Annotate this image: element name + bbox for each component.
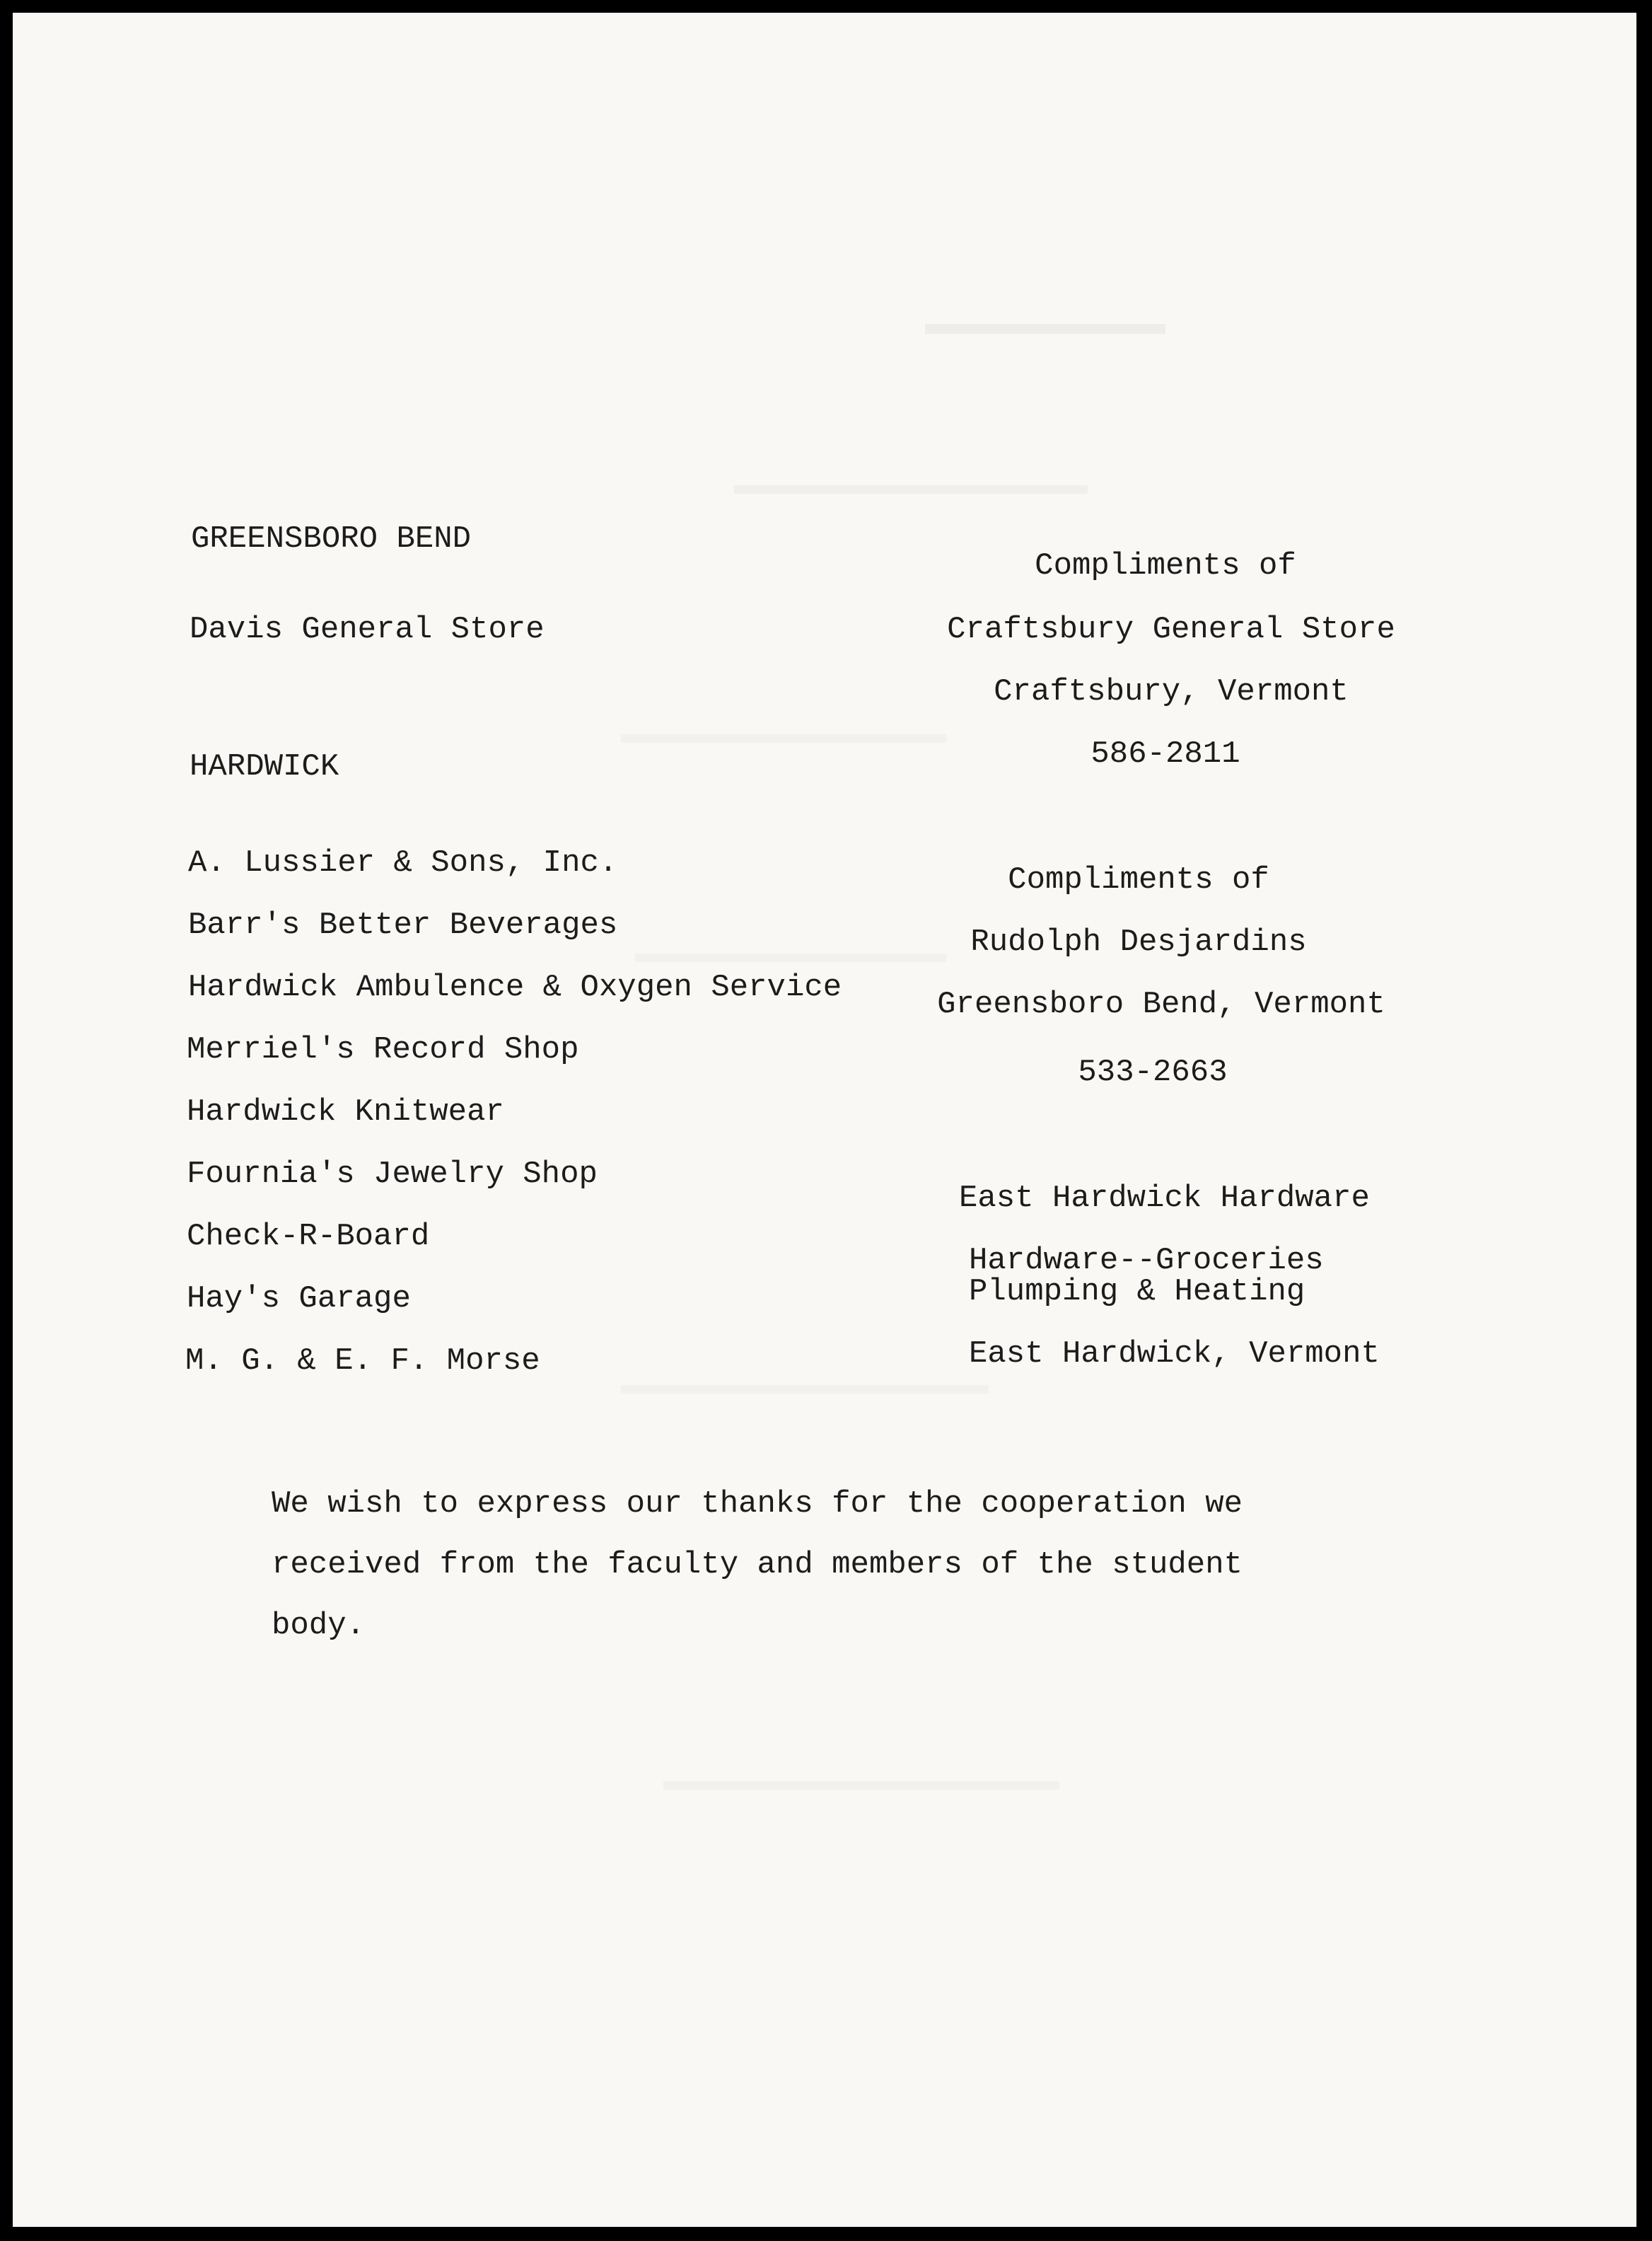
list-item: Hardwick Knitwear — [187, 1094, 504, 1130]
list-item: A. Lussier & Sons, Inc. — [188, 845, 618, 881]
bleed-through-line — [734, 485, 1088, 494]
thanks-paragraph-line: received from the faculty and members of the student — [272, 1547, 1243, 1582]
list-item: Davis General Store — [190, 612, 545, 647]
section-heading-hardwick: HARDWICK — [190, 749, 339, 784]
list-item: Merriel's Record Shop — [187, 1032, 579, 1067]
bleed-through-line — [635, 954, 946, 962]
bleed-through-line — [621, 734, 946, 743]
list-item: Fournia's Jewelry Shop — [187, 1157, 598, 1192]
ad1-compliments: Compliments of — [1035, 548, 1296, 584]
thanks-paragraph-line: We wish to express our thanks for the cooperation we — [272, 1486, 1243, 1522]
bleed-through-line — [621, 1385, 989, 1394]
list-item: Check-R-Board — [187, 1219, 430, 1254]
list-item: M. G. & E. F. Morse — [185, 1343, 540, 1379]
ad2-location: Greensboro Bend, Vermont — [937, 987, 1385, 1022]
list-item: Barr's Better Beverages — [188, 908, 618, 943]
list-item: Hardwick Ambulence & Oxygen Service — [188, 970, 842, 1005]
ad1-phone: 586-2811 — [1090, 736, 1240, 772]
ad3-products-line2: Plumping & Heating — [969, 1274, 1305, 1309]
list-item: Hay's Garage — [187, 1281, 411, 1316]
ad2-phone: 533-2663 — [1078, 1055, 1228, 1090]
ad3-location: East Hardwick, Vermont — [969, 1336, 1380, 1372]
ad3-business-name: East Hardwick Hardware — [959, 1181, 1370, 1216]
section-heading-greensboro-bend: GREENSBORO BEND — [191, 521, 472, 557]
ad3-products-line1: Hardware--Groceries — [969, 1243, 1324, 1278]
bleed-through-line — [925, 324, 1165, 334]
ad2-compliments: Compliments of — [1008, 862, 1269, 898]
bleed-through-line — [663, 1781, 1059, 1790]
ad2-person-name: Rudolph Desjardins — [970, 925, 1307, 960]
thanks-paragraph-line: body. — [272, 1608, 366, 1643]
document-page — [13, 13, 1636, 2227]
ad1-location: Craftsbury, Vermont — [994, 674, 1349, 710]
ad1-business-name: Craftsbury General Store — [947, 612, 1395, 647]
